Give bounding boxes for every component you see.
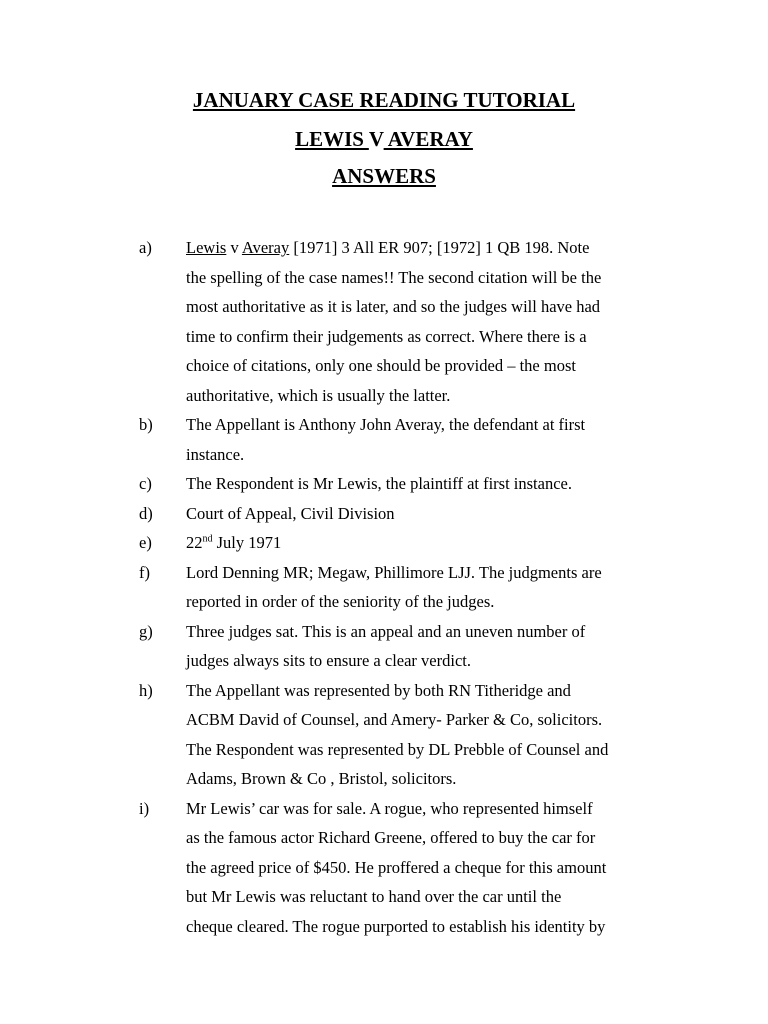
- item-text: Lewis v Averay [1971] 3 All ER 907; [1972] 1 QB 198. Note the spelling of the case names!! The second citation will be the most authoritative as it is later, and so the judges will have had time to confirm their judgements as correct. Where there is a choice of citations, only one should be provided – the most authoritative, which is usually the latter.: [186, 238, 602, 405]
- item-marker: h): [139, 680, 153, 700]
- item-text: Court of Appeal, Civil Division: [186, 503, 395, 523]
- item-text: The Appellant is Anthony John Averay, the defendant at first instance.: [186, 415, 586, 464]
- answer-item-a: [0, 233, 768, 410]
- item-text: Mr Lewis’ car was for sale. A rogue, who represented himself as the famous actor Richard Greene, offered to buy the car for the agreed price of $450. He proffered a cheque for this amount but Mr Lewis was reluctant to hand over the car until the cheque cleared. The rogue purported to establish his identity by: [186, 798, 607, 936]
- answer-item-b: [0, 410, 768, 469]
- document-title: JANUARY CASE READING TUTORIAL: [192, 88, 576, 112]
- item-text: The Respondent is Mr Lewis, the plaintiff at first instance.: [186, 474, 572, 493]
- answers-heading: ANSWERS: [332, 164, 436, 188]
- case-name-heading: [0, 127, 768, 151]
- judgment-date: 22nd July 1971: [186, 533, 282, 552]
- item-marker: i): [139, 798, 150, 818]
- answer-item-e: [0, 528, 768, 558]
- item-marker: a): [139, 238, 152, 257]
- party-averay: Averay: [241, 238, 290, 257]
- answer-item-c: [0, 469, 768, 499]
- answer-item-f: [0, 558, 768, 617]
- citation-text: [1971] 3 All ER 907; [1972] 1 QB 198. Note: [289, 238, 590, 257]
- case-name-averay: AVERAY: [383, 127, 473, 151]
- item-marker: f): [139, 562, 150, 582]
- answer-item-h: [0, 676, 768, 794]
- item-marker: d): [139, 503, 153, 523]
- item-marker: e): [139, 533, 152, 552]
- answer-list: [0, 233, 768, 941]
- item-marker: g): [139, 621, 153, 641]
- answer-item-i: [0, 794, 768, 942]
- item-text: Three judges sat. This is an appeal and an uneven number of judges always sits to ensure a clear verdict.: [186, 621, 586, 670]
- item-marker: b): [139, 415, 153, 434]
- party-lewis: Lewis: [186, 238, 227, 257]
- answer-item-g: [0, 617, 768, 676]
- item-text: Lord Denning MR; Megaw, Phillimore LJJ. The judgments are reported in order of the seniority of the judges.: [186, 562, 602, 611]
- item-text: [186, 528, 661, 558]
- case-name-lewis: LEWIS: [295, 127, 369, 151]
- answer-item-d: [0, 499, 768, 529]
- item-marker: c): [139, 474, 152, 493]
- item-text: The Appellant was represented by both RN Titheridge and ACBM David of Counsel, and Amery- Parker & Co, solicitors. The Respondent was represented by DL Prebble of Counsel and Adams, Brown & Co , Bristol, solicitors.: [186, 680, 609, 788]
- case-name-v: V: [368, 127, 384, 151]
